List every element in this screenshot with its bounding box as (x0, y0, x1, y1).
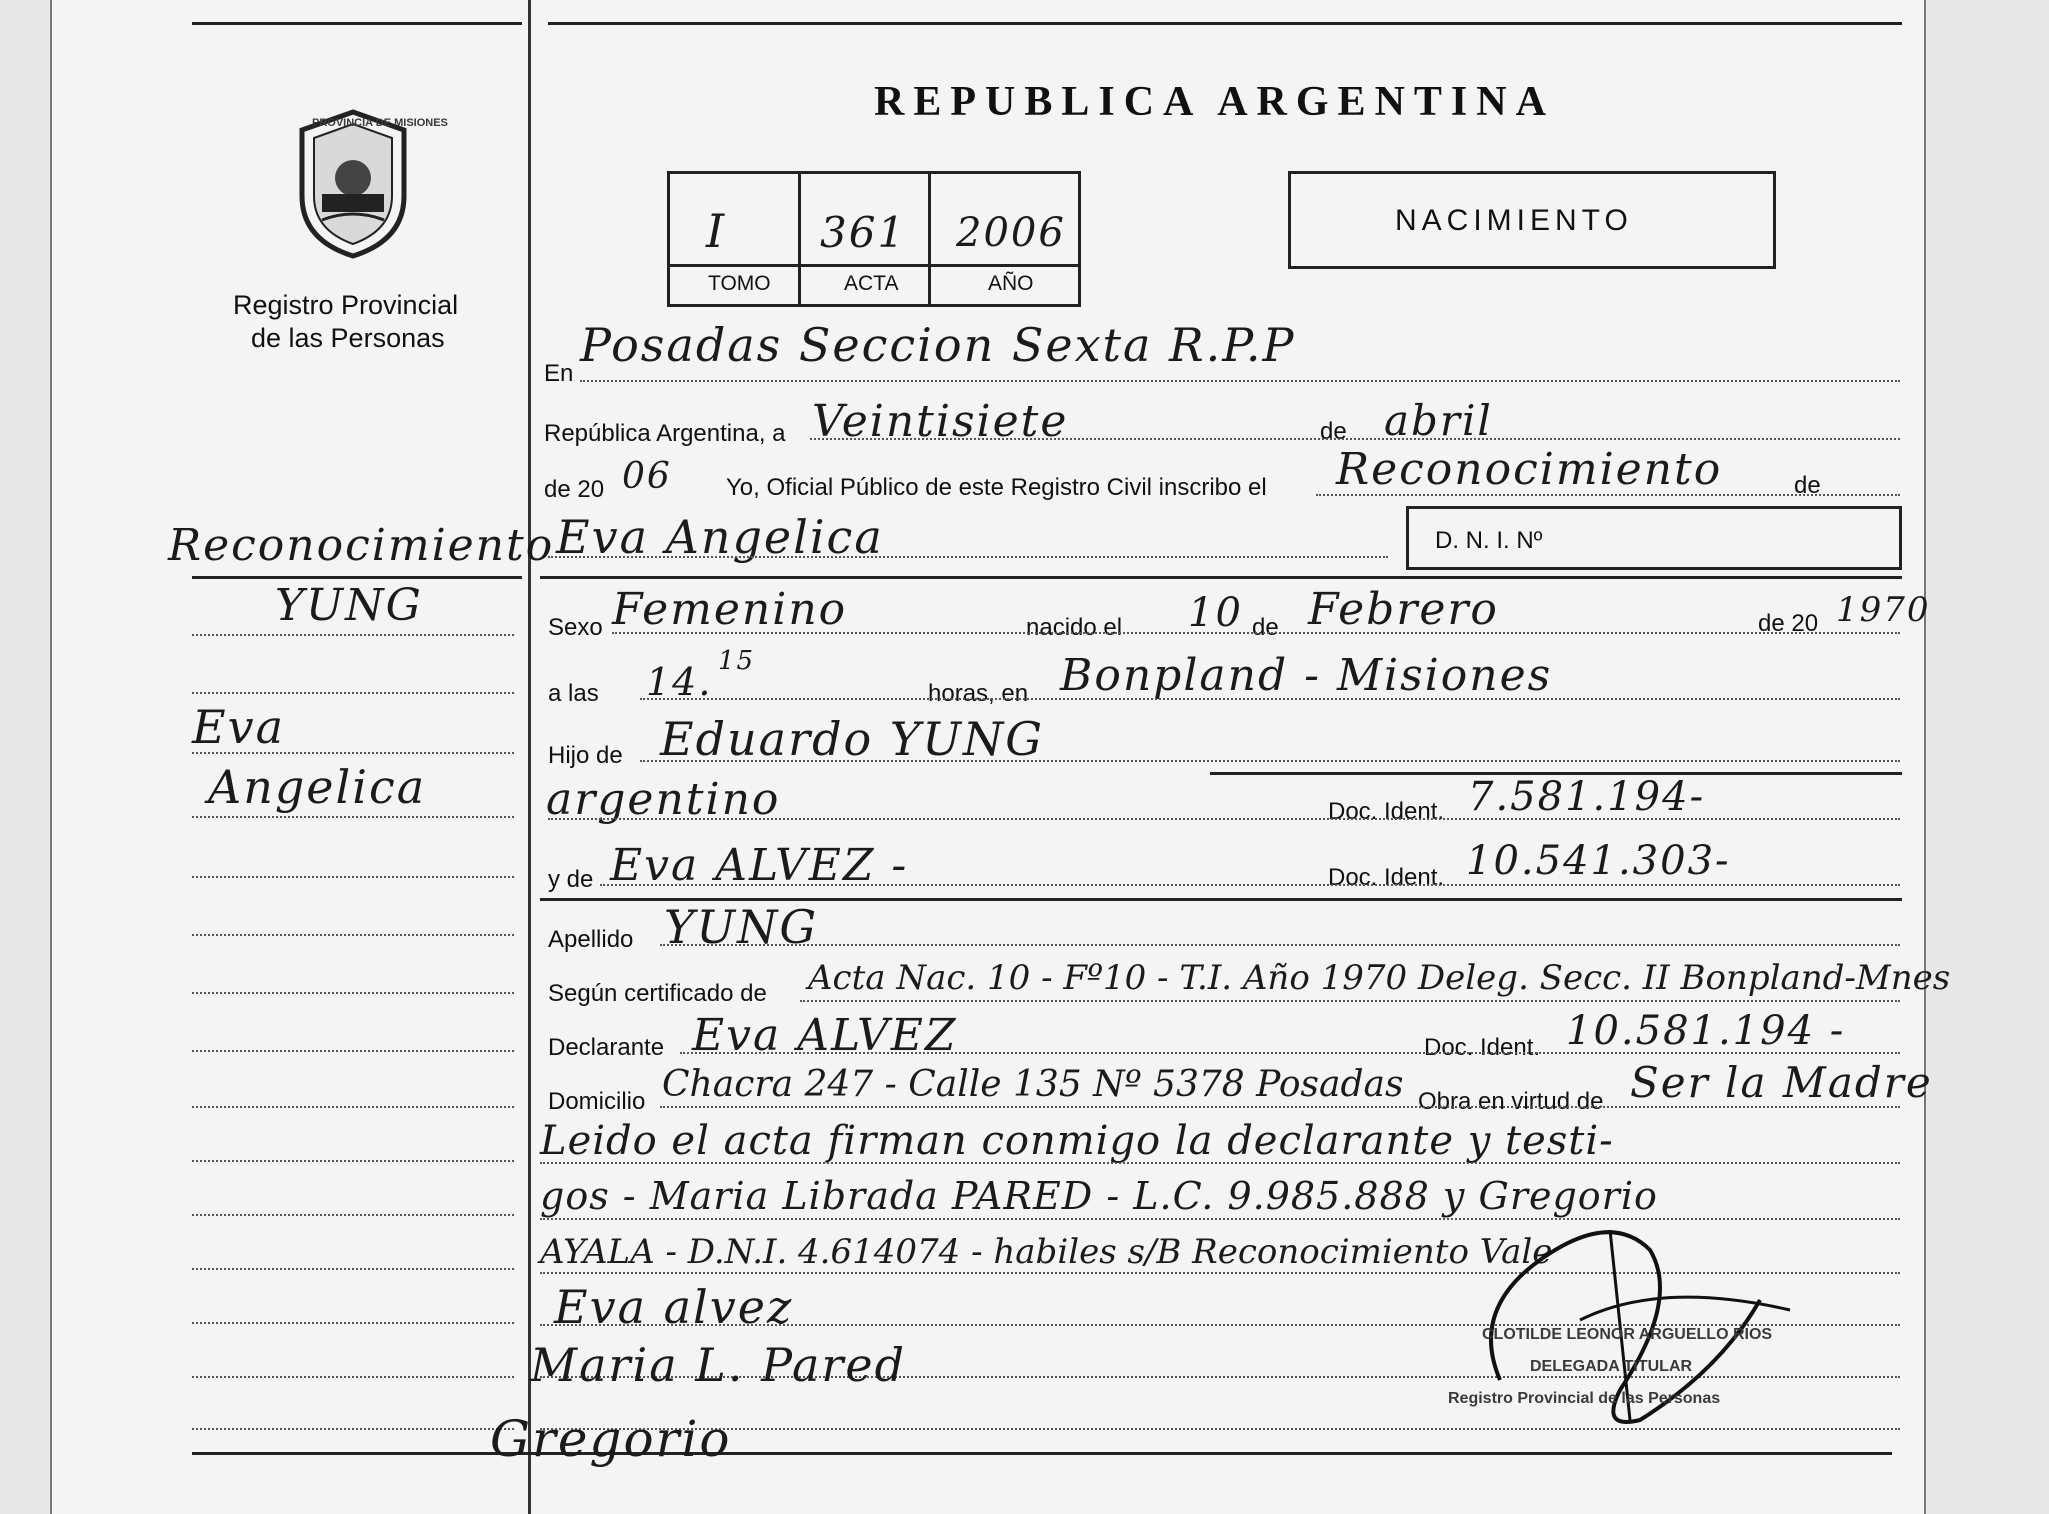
act-type: NACIMIENTO (1395, 204, 1633, 237)
field-hora: 14. (646, 660, 713, 704)
field-anio-nac: 1970 (1836, 590, 1931, 630)
margin-dotted-line (192, 816, 514, 818)
field-nombre: Eva Angelica (556, 510, 884, 564)
field-nacionalidad: argentino (546, 774, 781, 825)
section-rule (540, 576, 1902, 579)
field-line (540, 1162, 1900, 1164)
tomo-value: I (706, 204, 727, 258)
registry-line-2: de las Personas (251, 323, 445, 353)
field-lugar-nac: Bonpland - Misiones (1060, 650, 1553, 701)
label-de-mes-nac: de (1252, 614, 1279, 641)
text-line-2: gos - Maria Librada PARED - L.C. 9.985.888 y Gregorio (540, 1174, 1658, 1218)
dni-box (1406, 506, 1902, 570)
margin-dotted-line (192, 992, 514, 994)
label-doc-declarante: Doc. Ident. (1424, 1034, 1541, 1061)
field-line (680, 1052, 1900, 1054)
margin-top-rule (192, 22, 522, 25)
field-line (660, 1106, 1900, 1108)
caption-rule (670, 264, 1078, 267)
label-obra: Obra en virtud de (1418, 1088, 1604, 1115)
label-segun: Según certificado de (548, 980, 767, 1007)
label-de20: de 20 (544, 476, 605, 503)
margin-dotted-line (192, 1322, 514, 1324)
margin-dotted-line (192, 934, 514, 936)
margin-rule (192, 576, 522, 579)
field-line (640, 698, 1900, 700)
field-lugar: Posadas Seccion Sexta R.P.P (580, 318, 1296, 372)
label-dni: D. N. I. Nº (1435, 527, 1543, 554)
margin-name-2: Angelica (208, 760, 427, 814)
margin-dotted-line (192, 1214, 514, 1216)
field-obra: Ser la Madre (1630, 1058, 1933, 1107)
stamp-name: CLOTILDE LEONOR ARGUELLO RIOS (1482, 1326, 1773, 1343)
field-line (660, 944, 1900, 946)
field-mes: abril (1384, 396, 1493, 445)
cell-divider (798, 174, 801, 304)
stamp-role: DELEGADA TITULAR (1530, 1358, 1693, 1375)
field-line (640, 760, 1900, 762)
margin-dotted-line (192, 752, 514, 754)
field-line (548, 556, 1388, 558)
label-republica: República Argentina, a (544, 420, 786, 447)
label-de-nombre: de (1794, 472, 1821, 499)
text-line-3: AYALA - D.N.I. 4.614074 - habiles s/B Reconocimiento Vale (540, 1232, 1553, 1272)
label-de-anio-nac: de 20 (1758, 610, 1819, 637)
field-anio: 06 (622, 456, 672, 497)
field-mes-nac: Febrero (1308, 584, 1499, 635)
field-certificado: Acta Nac. 10 - Fº10 - T.I. Año 1970 Deleg. Secc. II Bonpland-Mnes (808, 958, 1951, 998)
field-line (600, 884, 1900, 886)
text-line-1: Leido el acta firman conmigo la declarante y testi- (540, 1118, 1614, 1164)
field-apellido: YUNG (664, 900, 819, 954)
tomo-label: TOMO (708, 272, 771, 295)
label-horas: horas, en (928, 680, 1029, 707)
margin-note: Reconocimiento (168, 520, 555, 571)
top-rule (548, 22, 1902, 25)
margin-dotted-line (192, 634, 514, 636)
field-minutos: 15 (718, 646, 756, 676)
bottom-rule (192, 1452, 1892, 1455)
registry-line-1: Registro Provincial (233, 290, 459, 320)
margin-dotted-line (192, 692, 514, 694)
label-alas: a las (548, 680, 599, 707)
field-doc-declarante: 10.581.194 - (1566, 1008, 1846, 1054)
field-sexo: Femenino (612, 584, 848, 635)
field-declarante: Eva ALVEZ (692, 1010, 958, 1061)
label-domicilio: Domicilio (548, 1088, 646, 1115)
field-line (580, 380, 1900, 382)
field-line (612, 632, 1900, 634)
field-line (1316, 494, 1900, 496)
provincial-seal-icon (286, 108, 420, 260)
label-declarante: Declarante (548, 1034, 665, 1061)
field-line (810, 438, 1900, 440)
field-line (800, 1000, 1900, 1002)
field-padre: Eduardo YUNG (660, 712, 1044, 766)
margin-dotted-line (192, 1268, 514, 1270)
label-sexo: Sexo (548, 614, 603, 641)
official-signature-scribble-icon (1460, 1190, 1820, 1450)
field-domicilio: Chacra 247 - Calle 135 Nº 5378 Posadas (662, 1064, 1404, 1105)
margin-dotted-line (192, 1428, 514, 1430)
field-doc-madre: 10.541.303- (1466, 838, 1731, 884)
stamp-org: Registro Provincial de las Personas (1448, 1390, 1721, 1407)
acta-label: ACTA (844, 272, 899, 295)
anio-value: 2006 (956, 210, 1066, 256)
label-doc-padre: Doc. Ident. (1328, 798, 1445, 825)
field-line (548, 818, 1900, 820)
margin-dotted-line (192, 1160, 514, 1162)
anio-label: AÑO (988, 272, 1034, 295)
label-yo: Yo, Oficial Público de este Registro Civil inscribo el (726, 474, 1267, 501)
margin-name-1: Eva (192, 700, 285, 754)
field-doc-padre: 7.581.194- (1468, 774, 1706, 820)
acta-value: 361 (820, 208, 907, 257)
label-de-mes: de (1320, 418, 1347, 445)
margin-dotted-line (192, 1376, 514, 1378)
label-hijo: Hijo de (548, 742, 623, 769)
field-dia-letras: Veintisiete (812, 396, 1069, 447)
record-number-box (667, 171, 1081, 307)
label-doc-madre: Doc. Ident. (1328, 864, 1445, 891)
field-acto: Reconocimiento (1336, 444, 1723, 495)
label-yde: y de (548, 866, 594, 893)
seal-text: PROVINCIA DE MISIONES (312, 117, 448, 129)
margin-dotted-line (192, 876, 514, 878)
signature-witness-1: Maria L. Pared (530, 1338, 907, 1392)
margin-surname: YUNG (275, 580, 423, 631)
field-madre: Eva ALVEZ - (610, 840, 909, 891)
label-apellido: Apellido (548, 926, 634, 953)
margin-dotted-line (192, 1106, 514, 1108)
margin-divider (528, 0, 531, 1514)
country-title: REPUBLICA ARGENTINA (874, 79, 1555, 125)
margin-dotted-line (192, 1050, 514, 1052)
signature-witness-2: Gregorio (490, 1410, 732, 1468)
act-type-box (1288, 171, 1776, 269)
label-en: En (544, 360, 574, 387)
field-dia-nac: 10 (1188, 590, 1243, 636)
signature-declarante: Eva alvez (554, 1280, 794, 1334)
label-nacido: nacido el (1026, 614, 1123, 641)
cell-divider (928, 174, 931, 304)
